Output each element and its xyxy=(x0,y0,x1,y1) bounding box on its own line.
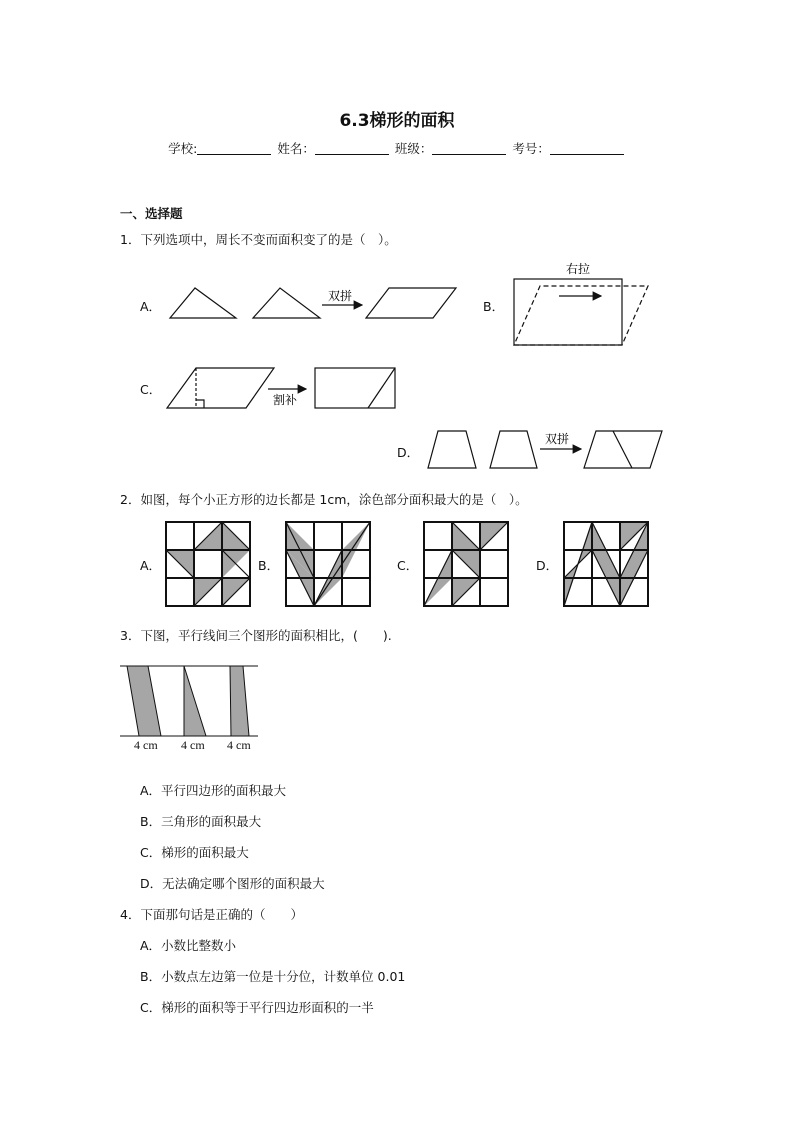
class-label: 班级： xyxy=(394,141,433,156)
q3-option-b[interactable]: B．三角形的面积最大 xyxy=(140,814,262,829)
q4-stem: 4．下面那句话是正确的（ ） xyxy=(120,907,303,922)
q3-base-label-3: 4 cm xyxy=(227,738,251,752)
q3-stem: 3．下图，平行线间三个图形的面积相比，( ). xyxy=(120,628,392,643)
q2-option-c-label: C． xyxy=(397,558,419,573)
q2-option-a-label: A． xyxy=(140,558,162,573)
q1-a-arrow-label: 双拼 xyxy=(328,289,353,303)
q3-option-a[interactable]: A．平行四边形的面积最大 xyxy=(140,783,287,798)
q1-option-b-label: B． xyxy=(483,299,505,314)
q3-trapezoid xyxy=(230,666,249,736)
q3-option-c[interactable]: C．梯形的面积最大 xyxy=(140,845,249,860)
q3-option-d[interactable]: D．无法确定哪个图形的面积最大 xyxy=(140,876,325,891)
name-label: 姓名： xyxy=(277,141,315,156)
q1-c-label: 割补 xyxy=(273,393,298,407)
section-heading: 一、选择题 xyxy=(120,206,183,221)
q1-stem: 1．下列选项中，周长不变而面积变了的是（ ）。 xyxy=(120,232,397,247)
school-label: 学校: xyxy=(168,141,198,156)
number-label: 考号： xyxy=(512,141,550,156)
q3-base-label-2: 4 cm xyxy=(181,738,205,752)
q1-b-label: 右拉 xyxy=(566,262,591,276)
q4-option-a[interactable]: A．小数比整数小 xyxy=(140,938,237,953)
q2-option-d-label: D． xyxy=(536,558,559,573)
q3-base-label-1: 4 cm xyxy=(134,738,158,752)
page-title: 6.3梯形的面积 xyxy=(339,111,455,131)
q1-option-a-label: A． xyxy=(140,299,162,314)
q3-parallelogram xyxy=(127,666,161,736)
q1-option-d-label: D． xyxy=(397,445,420,460)
q4-option-b[interactable]: B．小数点左边第一位是十分位，计数单位 0.01 xyxy=(140,969,406,984)
q2-option-b-label: B． xyxy=(258,558,280,573)
q4-option-c[interactable]: C．梯形的面积等于平行四边形面积的一半 xyxy=(140,1000,374,1015)
q2-stem: 2．如图，每个小正方形的边长都是 1cm，涂色部分面积最大的是（ ）。 xyxy=(120,492,528,507)
q3-triangle xyxy=(184,666,206,736)
q1-option-c-label: C． xyxy=(140,382,162,397)
q1-d-arrow-label: 双拼 xyxy=(545,432,570,446)
